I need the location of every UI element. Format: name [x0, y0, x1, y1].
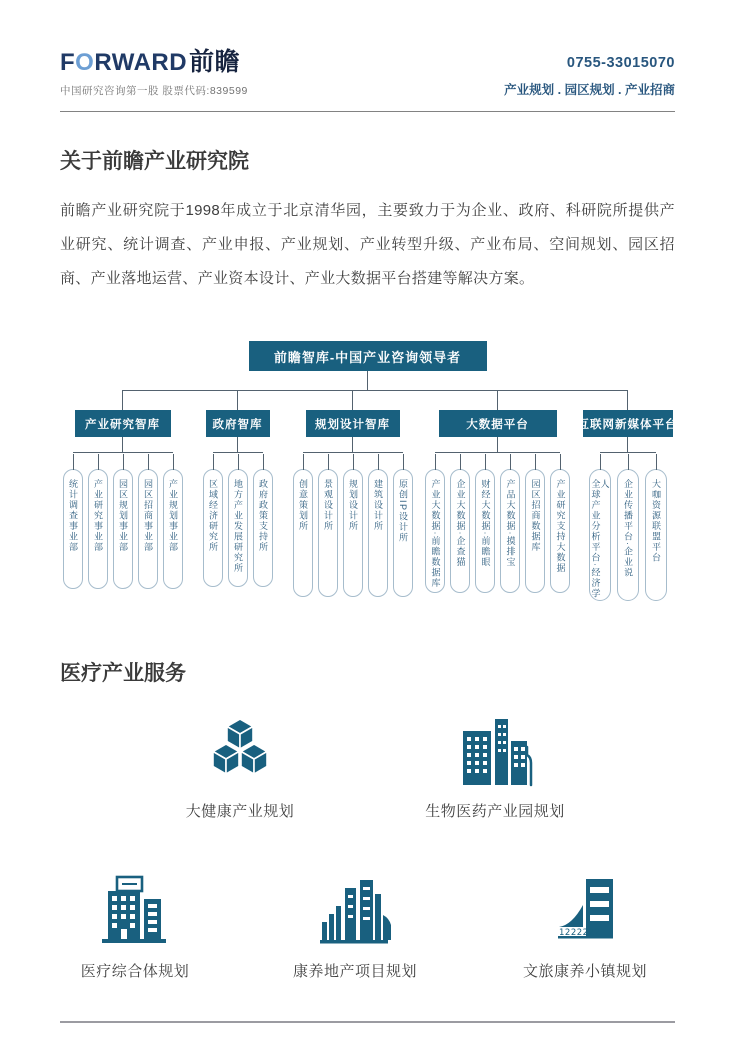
service-item-medical-complex — [60, 873, 210, 981]
org-node — [617, 469, 639, 601]
org-node-label: 全球产业分析平台·经济学人 — [590, 479, 610, 600]
forward-logo — [60, 50, 248, 75]
org-node — [63, 469, 83, 589]
org-group-industry-research — [60, 391, 185, 601]
org-node — [368, 469, 388, 597]
org-group-box: 互联网新媒体平台 — [583, 410, 673, 437]
org-group-new-media — [577, 391, 678, 601]
header — [0, 0, 735, 98]
org-children — [63, 469, 183, 589]
org-node-label: 景观设计所 — [323, 479, 333, 532]
connector-line — [122, 391, 123, 410]
org-node — [228, 469, 248, 587]
org-node — [343, 469, 363, 597]
service-item-biopharma-park — [420, 713, 570, 821]
org-node-label: 规划设计所 — [348, 479, 358, 532]
org-group-planning-design — [290, 391, 415, 601]
logo-letters: RWARD — [94, 49, 188, 76]
connector-line — [627, 391, 628, 410]
org-node — [475, 469, 495, 593]
connector-line — [237, 437, 238, 452]
service-label: 康养地产项目规划 — [292, 963, 417, 981]
service-label: 医疗综合体规划 — [80, 963, 190, 981]
org-node — [138, 469, 158, 589]
connector-line — [73, 452, 173, 453]
about-title: 关于前瞻产业研究院 — [60, 150, 249, 173]
medical-row-1 — [60, 713, 675, 821]
org-node — [450, 469, 470, 593]
brand-block — [60, 50, 248, 98]
connector-line — [600, 452, 656, 453]
org-group-box: 规划设计智库 — [306, 410, 400, 437]
org-node — [293, 469, 313, 597]
connector-line — [367, 371, 368, 390]
logo-o-icon: O — [75, 49, 95, 76]
wellness-realestate-icon — [316, 873, 394, 947]
org-node — [645, 469, 667, 601]
org-node — [113, 469, 133, 589]
org-node-label: 地方产业发展研究所 — [233, 479, 243, 574]
org-node — [163, 469, 183, 589]
org-node — [253, 469, 273, 587]
logo-chinese: 前瞻 — [189, 48, 241, 76]
org-node — [88, 469, 108, 589]
org-node-label: 政府政策支持所 — [258, 479, 268, 553]
service-label: 文旅康养小镇规划 — [522, 963, 647, 981]
org-node — [550, 469, 570, 593]
org-node-label: 园区招商事业部 — [143, 479, 153, 553]
org-chart — [60, 341, 678, 601]
connector-line — [237, 391, 238, 410]
org-node-label: 产业研究事业部 — [93, 479, 103, 553]
org-group-box: 大数据平台 — [439, 410, 557, 437]
medical-complex-icon — [96, 873, 174, 947]
cubes-icon — [203, 713, 277, 787]
connector-line — [303, 452, 403, 453]
org-children — [293, 469, 413, 597]
org-node-label: 企业大数据·企查猫 — [455, 479, 466, 568]
medical-row-2 — [60, 873, 675, 981]
org-node — [318, 469, 338, 597]
biopharma-park-icon — [455, 713, 535, 787]
about-paragraph: 前瞻产业研究院于1998年成立于北京清华园，主要致力于为企业、政府、科研院所提供产业研究、统计调查、产业申报、产业规划、产业转型升级、产业布局、空间规划、园区招商、产业落地运营、产业资本设计、产业大数据平台搭建等解决方案。 — [60, 202, 675, 287]
org-node-label: 建筑设计所 — [373, 479, 383, 532]
org-node-label: 原创IP设计所 — [398, 479, 408, 544]
org-node-label: 园区招商数据库 — [530, 479, 541, 553]
service-item-wellness-realestate — [210, 873, 500, 981]
brand-tagline: 中国研究咨询第一股 股票代码:839599 — [60, 85, 248, 97]
header-divider — [60, 111, 675, 112]
org-group-big-data — [423, 391, 573, 601]
org-node-label: 产业规划事业部 — [168, 479, 178, 553]
org-group-government — [193, 391, 283, 601]
medical-services-title: 医疗产业服务 — [60, 662, 186, 686]
org-node-label: 大咖资源联盟平台 — [651, 479, 661, 564]
org-node-label: 产品大数据·摸排宝 — [505, 479, 516, 568]
connector-line — [213, 452, 263, 453]
services-line: 产业规划 . 园区规划 . 产业招商 — [504, 83, 675, 97]
bottom-divider — [60, 1021, 675, 1023]
logo-letter: F — [60, 49, 76, 76]
org-node-label: 统计调查事业部 — [68, 479, 78, 553]
connector-line — [627, 437, 628, 452]
service-label: 大健康产业规划 — [185, 803, 295, 821]
service-item-culture-town — [500, 873, 670, 981]
org-node-label: 产业大数据·前瞻数据库 — [430, 479, 441, 589]
org-root-box: 前瞻智库-中国产业咨询领导者 — [249, 341, 487, 371]
service-label: 生物医药产业园规划 — [425, 803, 565, 821]
svg-text:1222222: 1222222 — [559, 928, 601, 939]
org-node-label: 财经大数据·前瞻眼 — [480, 479, 491, 568]
org-children — [425, 469, 570, 593]
org-group-box: 政府智库 — [206, 410, 270, 437]
culture-town-icon — [546, 873, 624, 947]
header-contact — [504, 50, 675, 98]
org-children — [589, 469, 667, 601]
connector-line — [352, 437, 353, 452]
org-node-label: 园区规划事业部 — [118, 479, 128, 553]
org-node-label: 区域经济研究所 — [208, 479, 218, 553]
connector-line — [352, 391, 353, 410]
org-children — [203, 469, 273, 587]
org-node — [393, 469, 413, 597]
org-node-label: 企业传播平台·企业说 — [623, 479, 633, 579]
connector-line — [497, 437, 498, 452]
org-node — [589, 469, 611, 601]
service-item-health-industry — [60, 713, 420, 821]
org-group-box: 产业研究智库 — [75, 410, 171, 437]
org-node — [525, 469, 545, 593]
connector-line — [497, 391, 498, 410]
org-groups — [60, 391, 678, 601]
org-node — [500, 469, 520, 593]
connector-line — [435, 452, 560, 453]
org-node-label: 产业研究支持大数据 — [555, 479, 566, 574]
phone-number: 0755-33015070 — [566, 55, 675, 71]
org-node-label: 创意策划所 — [298, 479, 308, 532]
org-node — [425, 469, 445, 593]
connector-line — [122, 437, 123, 452]
org-node — [203, 469, 223, 587]
